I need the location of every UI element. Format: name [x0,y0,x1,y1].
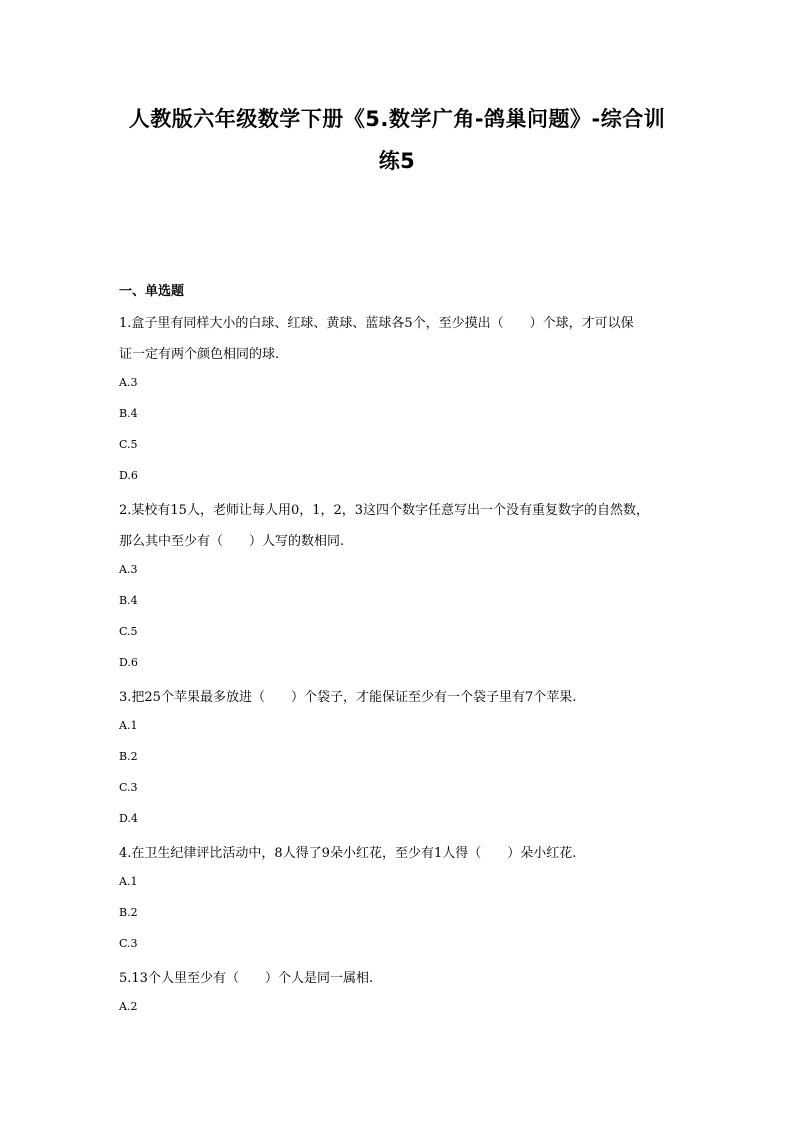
question-2-option-a: A.3 [119,563,138,576]
question-2-text: 2.某校有15人，老师让每人用0，1，2，3这四个数字任意写出一个没有重复数字的自然数， [119,503,650,518]
section-heading: 一、单选题 [119,284,185,299]
question-4-option-c: C.3 [119,937,138,950]
question-3-option-d: D.4 [119,812,138,825]
question-1-option-a: A.3 [119,376,138,389]
question-2-option-c: C.5 [119,625,138,638]
question-1-text: 1.盒子里有同样大小的白球、红球、黄球、蓝球各5个，至少摸出（ ）个球，才可以保 [119,316,634,331]
question-1-text-continued: 证一定有两个颜色相同的球. [119,347,280,362]
question-3-option-a: A.1 [119,719,138,732]
question-5-option-a: A.2 [119,1000,138,1013]
question-3-text: 3.把25个苹果最多放进（ ）个袋子，才能保证至少有一个袋子里有7个苹果. [119,690,577,705]
question-3-option-c: C.3 [119,781,138,794]
question-3-option-b: B.2 [119,750,138,763]
page-title-continued: 练5 [378,149,416,173]
question-2-option-b: B.4 [119,594,138,607]
question-1-option-d: D.6 [119,469,138,482]
question-1-option-c: C.5 [119,438,138,451]
page-title: 人教版六年级数学下册《5.数学广角-鸽巢问题》-综合训 [128,107,666,131]
question-2-option-d: D.6 [119,656,138,669]
question-4-text: 4.在卫生纪律评比活动中，8人得了9朵小红花，至少有1人得（ ）朵小红花. [119,846,577,861]
question-4-option-b: B.2 [119,906,138,919]
question-1-option-b: B.4 [119,407,138,420]
question-5-text: 5.13个人里至少有（ ）个人是同一属相. [119,971,374,986]
question-4-option-a: A.1 [119,875,138,888]
question-2-text-continued: 那么其中至少有（ ）人写的数相同. [119,534,345,549]
